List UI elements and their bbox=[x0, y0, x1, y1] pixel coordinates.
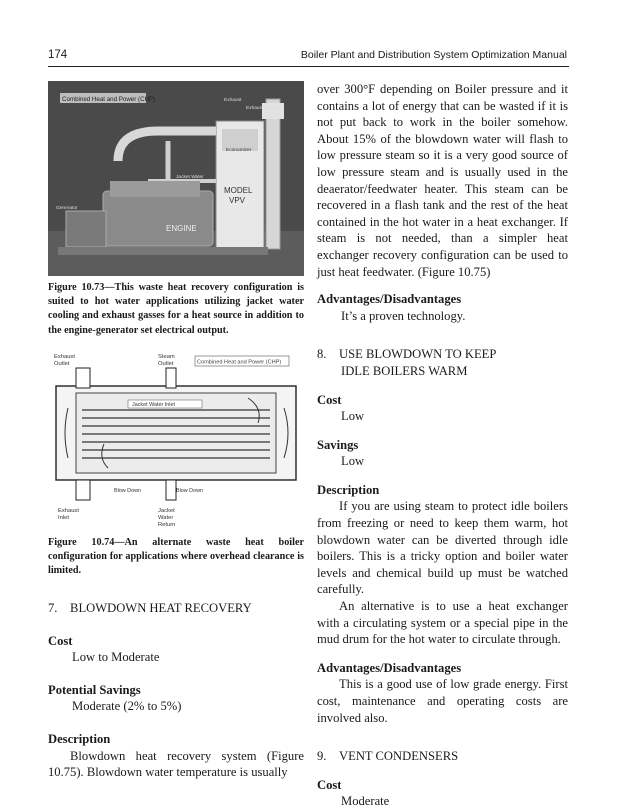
right-column-text bbox=[317, 81, 568, 810]
advantages-text-2: This is a good use of low grade energy. First cost, maintenance and operating costs are involved also. bbox=[317, 677, 568, 725]
section-8-description-p2: An alternative is to use a heat exchanger with a circulating system or a special pipe in the mud drum for the hot water to circulate through. bbox=[317, 599, 568, 647]
description-heading: Description bbox=[48, 731, 111, 746]
label-blow-down-2: Blow Down bbox=[176, 488, 203, 494]
potential-savings-heading: Potential Savings bbox=[48, 682, 141, 697]
continuation-paragraph: over 300°F depending on Boiler pressure and it contains a lot of energy that can be wasted if it is not put back to work in the boiler somehow. About 15% of the blowdown water will flash to low pressure steam so it is a very good source of low pressure steam and is usually used in the deaerator/feedwater heater. This steam can be recovered in a flash tank and the rest of the heat contained in the hot water in a heat exchanger. If steam is not needed, than a simpler heat exchanger recovery configuration can be used to just heat feedwater. (Figure 10.75) bbox=[317, 82, 568, 279]
figure-10-74-caption: Figure 10.74—An alternate waste heat boiler configuration for applications where overhead clearance is limited. bbox=[48, 537, 304, 577]
svg-text:Outlet: Outlet bbox=[158, 361, 174, 367]
label-exhaust-outlet: Exhaust bbox=[54, 354, 75, 360]
section-8-savings-heading: Savings bbox=[317, 437, 359, 452]
label-exhaust: Exhaust bbox=[224, 98, 242, 103]
label-model: MODEL bbox=[224, 186, 253, 195]
svg-text:Return: Return bbox=[158, 522, 176, 528]
figure-2-banner: Combined Heat and Power (CHP) bbox=[197, 359, 282, 366]
page-number: 174 bbox=[48, 49, 68, 61]
chp-engine-photo bbox=[48, 81, 304, 276]
svg-text:Inlet: Inlet bbox=[58, 515, 69, 521]
section-8-title-line-2: IDLE BOILERS WARM bbox=[341, 363, 468, 378]
cost-heading: Cost bbox=[48, 633, 73, 648]
waste-heat-boiler-diagram bbox=[48, 348, 304, 531]
section-9-cost-heading: Cost bbox=[317, 777, 342, 792]
advantages-heading-2: Advantages/Disadvantages bbox=[317, 660, 462, 675]
section-8-title-line-1: 8. USE BLOWDOWN TO KEEP bbox=[317, 347, 497, 362]
section-8-savings-value: Low bbox=[341, 454, 365, 469]
figure-10-73-caption: Figure 10.73—This waste heat recovery configuration is suited to hot water applications utilizing jacket water cooling and exhaust gasses for a heat source in addition to the engine-generator set electrical output. bbox=[48, 282, 304, 336]
header-rule bbox=[48, 66, 569, 67]
figure-1-banner: Combined Heat and Power (CHP) bbox=[62, 96, 156, 103]
section-8-description-heading: Description bbox=[317, 482, 380, 497]
left-column-text bbox=[48, 600, 304, 781]
label-jacket-water-inlet: Jacket Water Inlet bbox=[132, 402, 175, 408]
potential-savings-value: Moderate (2% to 5%) bbox=[72, 699, 182, 714]
section-8-cost-value: Low bbox=[341, 409, 365, 424]
label-exhaust-inlet: Exhaust bbox=[58, 508, 79, 514]
section-8-description-p1: If you are using steam to protect idle boilers from freezing or need to keep them warm, hot blowdown water can be diverted through idle boilers. This is a tricky option and boiler water levels and chemical build up must be watched carefully. bbox=[317, 499, 568, 597]
figure-10-73-photo bbox=[48, 81, 304, 276]
label-engine: ENGINE bbox=[166, 224, 197, 233]
section-7-title: 7. BLOWDOWN HEAT RECOVERY bbox=[48, 601, 252, 615]
label-vpv: VPV bbox=[229, 196, 246, 205]
label-economizer: Economizer bbox=[226, 148, 252, 153]
cost-value: Low to Moderate bbox=[72, 650, 160, 665]
svg-text:Outlet: Outlet bbox=[54, 361, 70, 367]
svg-text:Water: Water bbox=[158, 515, 174, 521]
label-blow-down-1: Blow Down bbox=[114, 488, 141, 494]
label-exhaust-silencer: Exhaust Silencer bbox=[246, 106, 282, 111]
advantages-text-1: It’s a proven technology. bbox=[341, 308, 466, 323]
label-jacket-water: Jacket Water bbox=[176, 175, 204, 180]
label-generator: Generator bbox=[56, 206, 78, 211]
running-header-title: Boiler Plant and Distribution System Optimization Manual bbox=[300, 49, 567, 61]
section-9-title: 9. VENT CONDENSERS bbox=[317, 749, 459, 764]
label-steam-outlet: Steam bbox=[158, 354, 175, 360]
section-9-cost-value: Moderate bbox=[341, 794, 390, 809]
section-8-cost-heading: Cost bbox=[317, 392, 342, 407]
advantages-heading-1: Advantages/Disadvantages bbox=[317, 292, 462, 307]
description-paragraph: Blowdown heat recovery system (Figure 10.75). Blowdown water temperature is usually bbox=[48, 748, 304, 780]
label-jacket-water-return: Jacket bbox=[158, 508, 175, 514]
figure-10-74-diagram bbox=[48, 348, 304, 531]
